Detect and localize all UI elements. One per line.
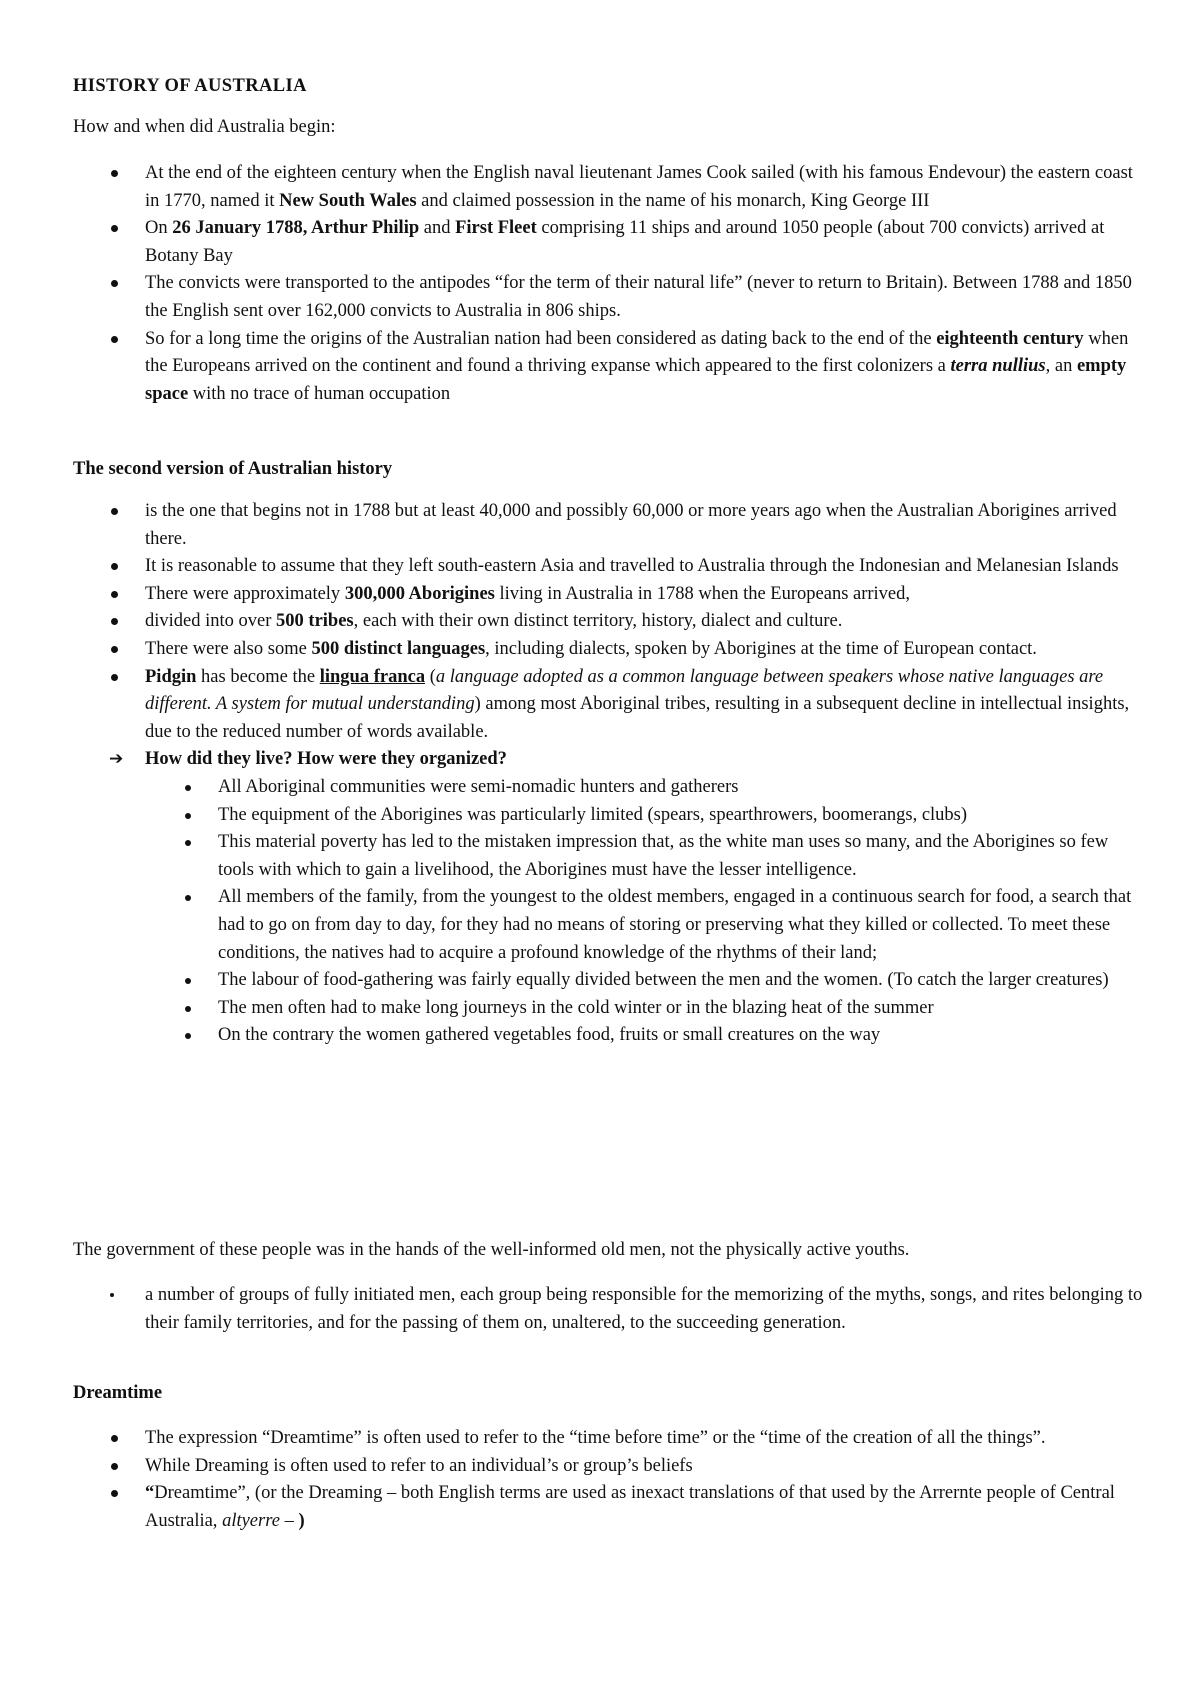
text-span: ) among most Aboriginal tribes, resulting in a subsequent decline in intellectual insights, due to the reduced number of words available. — [145, 694, 1130, 742]
bold-text: eighteenth century — [936, 328, 1084, 349]
italic-text: a language adopted as a common language between speakers whose native languages are different. A system for mutual understanding — [145, 666, 1104, 715]
intro-question: How and when did Australia begin: — [73, 117, 336, 137]
list-item: All members of the family, from the youngest to the oldest members, engaged in a continuous search for food, a search that had to go on from day to day, for they had no means of storing or preserving what they killed or collected. To meet these conditions, the natives had to acquire a profound knowledge of the rhythms of their land; — [145, 884, 1143, 967]
bold-text: New South Wales — [279, 190, 417, 211]
text-span: On — [145, 218, 173, 239]
government-list — [73, 1282, 1143, 1337]
list-item: The expression “Dreamtime” is often used to refer to the “time before time” or the “time of the creation of all the things”. — [73, 1425, 1143, 1453]
bold-text: 500 distinct languages — [311, 638, 486, 659]
arrow-right-icon: ➔ — [109, 749, 124, 770]
list-item — [73, 160, 1143, 215]
subsection-heading: How did they live? How were they organized? — [145, 749, 507, 770]
origins-list — [73, 160, 1143, 408]
bold-text: 500 tribes — [276, 611, 354, 632]
page-title: HISTORY OF AUSTRALIA — [73, 76, 307, 96]
text-span: At the end of the eighteen century when the English naval lieutenant James Cook sailed (with his famous Endevour) the eastern coast in 1770, named it — [145, 163, 1133, 211]
bold-text: 26 January 1788, Arthur Philip — [172, 218, 420, 239]
underlined-bold-text: lingua franca — [319, 666, 426, 687]
bold-text: “ — [145, 1483, 155, 1504]
government-paragraph: The government of these people was in the hands of the well-informed old men, not the physically active youths. — [73, 1240, 910, 1260]
text-span: , an — [1045, 356, 1077, 377]
dreamtime-list — [73, 1425, 1143, 1535]
text-span: There were also some — [145, 638, 312, 659]
list-item — [73, 1480, 1143, 1535]
section-heading: Dreamtime — [73, 1383, 163, 1403]
list-item: This material poverty has led to the mistaken impression that, as the white man uses so many, and the Aborigines so few tools with which to gain a livelihood, the Aborigines must have the lesser intelligence. — [145, 829, 1143, 884]
text-span: comprising 11 ships and around 1050 people (about 700 convicts) arrived at Botany Bay — [145, 218, 1105, 266]
text-span: and — [419, 218, 456, 239]
list-item — [73, 326, 1143, 409]
bold-text: ) — [298, 1510, 305, 1531]
text-span: when the Europeans arrived on the continent and found a thriving expanse which appeared to the first colonizers a — [145, 328, 1129, 377]
list-item — [73, 581, 1143, 609]
list-item — [73, 746, 1143, 1050]
text-span: There were approximately — [145, 583, 345, 604]
text-span: has become the — [196, 666, 320, 687]
bold-text: 300,000 Aborigines — [344, 583, 495, 604]
list-item: The equipment of the Aborigines was particularly limited (spears, spearthrowers, boomerangs, clubs) — [145, 802, 1143, 830]
list-item — [73, 664, 1143, 747]
list-item: The men often had to make long journeys in the cold winter or in the blazing heat of the summer — [145, 995, 1143, 1023]
bold-italic-text: terra nullius — [950, 356, 1046, 377]
text-span: living in Australia in 1788 when the Europeans arrived, — [494, 583, 911, 604]
list-item — [73, 636, 1143, 664]
list-item: The convicts were transported to the antipodes “for the term of their natural life” (never to return to Britain). Between 1788 and 1850 the English sent over 162,000 convicts to Australia in 806 ships. — [73, 270, 1143, 325]
text-span: ( — [425, 666, 436, 687]
list-item: All Aboriginal communities were semi-nomadic hunters and gatherers — [145, 774, 1143, 802]
italic-text: altyerre — [222, 1510, 280, 1531]
list-item: is the one that begins not in 1788 but at least 40,000 and possibly 60,000 or more years ago when the Australian Aborigines arrived there. — [73, 498, 1143, 553]
text-span: divided into over — [145, 611, 277, 632]
list-item: On the contrary the women gathered vegetables food, fruits or small creatures on the way — [145, 1022, 1143, 1050]
text-span: and claimed possession in the name of his monarch, King George III — [416, 190, 930, 211]
living-list — [145, 774, 1143, 1050]
bold-text: First Fleet — [455, 218, 537, 239]
text-span: , including dialects, spoken by Aborigines at the time of European contact. — [485, 638, 1037, 659]
list-item: It is reasonable to assume that they left south-eastern Asia and travelled to Australia through the Indonesian and Melanesian Islands — [73, 553, 1143, 581]
list-item: a number of groups of fully initiated men, each group being responsible for the memorizing of the myths, songs, and rites belonging to their family territories, and for the passing of them on, unaltered, to the succeeding generation. — [73, 1282, 1143, 1337]
bold-text: empty space — [145, 356, 1127, 404]
bold-text: Pidgin — [145, 666, 197, 687]
text-span: Dreamtime”, (or the Dreaming – both English terms are used as inexact translations of that used by the Arrernte people of Central Australia, — [145, 1483, 1115, 1531]
text-span: , each with their own distinct territory, history, dialect and culture. — [353, 611, 843, 632]
text-span: with no trace of human occupation — [188, 383, 451, 404]
list-item — [73, 215, 1143, 270]
list-item: While Dreaming is often used to refer to an individual’s or group’s beliefs — [73, 1453, 1143, 1481]
text-span: So for a long time the origins of the Australian nation had been considered as dating back to the end of the — [145, 328, 937, 349]
text-span: – — [279, 1510, 299, 1531]
list-item — [73, 608, 1143, 636]
second-version-list — [73, 498, 1143, 1050]
section-heading: The second version of Australian history — [73, 459, 393, 479]
list-item: The labour of food-gathering was fairly equally divided between the men and the women. (To catch the larger creatures) — [145, 967, 1143, 995]
